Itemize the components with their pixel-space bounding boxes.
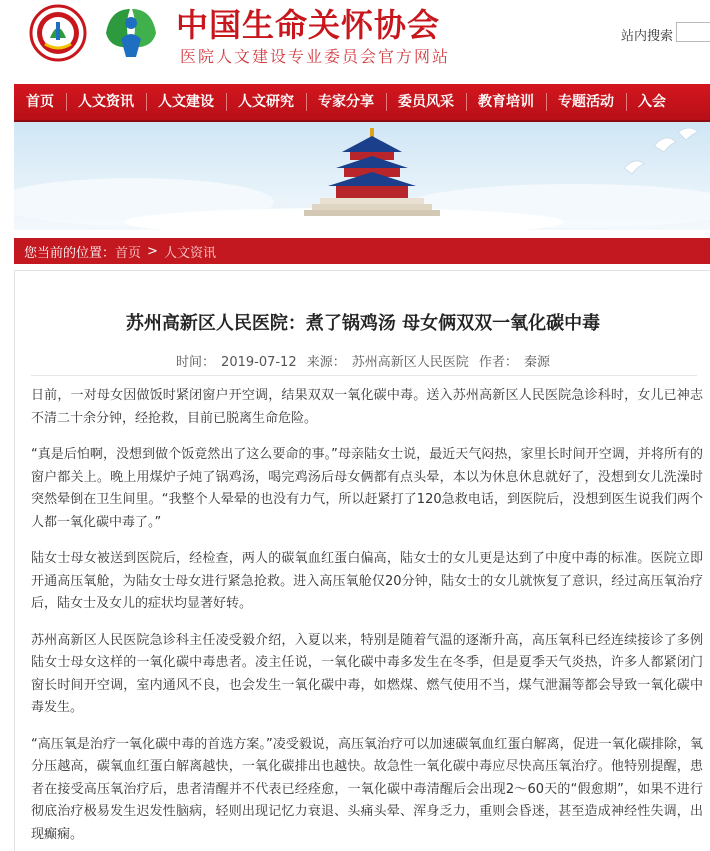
article-paragraph: “真是后怕啊，没想到做个饭竟然出了这么要命的事。”母亲陆女士说，最近天气闷热，家里长时间开空调，并将所有的窗户都关上。晚上用煤炉子炖了锅鸡汤，喝完鸡汤后母女俩都有点头晕，本以为休息休息就好了，没想到女儿洗澡时突然晕倒在卫生间里。“我整个人晕晕的也没有力气，所以赶紧打了120急救电话，到医院后，没想到医生说我们两个人都一氧化碳中毒了。” <box>31 447 703 530</box>
search-label: 站内搜索 <box>621 29 674 44</box>
article-paragraph: 日前，一对母女因做饭时紧闭窗户开空调，结果双双一氧化碳中毒。送入苏州高新区人民医院急诊科时，女儿已神志不清二十余分钟，经抢救，目前已脱离生命危险。 <box>31 388 703 426</box>
breadcrumb <box>14 238 710 264</box>
article-paragraph: 陆女士母女被送到医院后，经检查，两人的碳氧血红蛋白偏高，陆女士的女儿更是达到了中度中毒的标准。医院立即开通高压氧舱，为陆女士母女进行紧急抢救。进入高压氧舱仅20分钟，陆女士的女儿就恢复了意识，经过高压氧治疗后，陆女士及女儿的症状均显著好转。 <box>31 551 703 611</box>
nav-item-news[interactable]: 人文资讯 <box>66 84 146 121</box>
article-paragraph: 苏州高新区人民医院急诊科主任凌受毅介绍，入夏以来，特别是随着气温的逐渐升高，高压氧科已经连续接诊了多例陆女士母女这样的一氧化碳中毒患者。凌主任说，一氧化碳中毒多发生在冬季，但是夏季天气炎热，许多人都紧闭门窗长时间开空调，室内通风不良，也会发生一氧化碳中毒，如燃煤、燃气使用不当，煤气泄漏等都会导致一氧化碳中毒发生。 <box>31 632 703 715</box>
search-input[interactable] <box>676 22 710 42</box>
breadcrumb-prefix: 您当前的位置： <box>24 245 116 261</box>
site-title: 中国生命关怀协会 <box>176 6 441 44</box>
meta-divider <box>31 375 697 376</box>
association-badge-logo[interactable] <box>23 4 93 62</box>
site-header <box>0 0 710 84</box>
article-paragraph: “高压氧是治疗一氧化碳中毒的首选方案。”凌受毅说，高压氧治疗可以加速碳氧血红蛋白解离，促进一氧化碳排除，氧分压越高，碳氧血红蛋白解离越快，一氧化碳排出也越快。故急性一氧化碳中毒应尽快高压氧治疗。他特别提醒，患者在接受高压氧治疗后，患者清醒并不代表已经痊愈，一氧化碳中毒清醒后会出现2～60天的“假愈期”，如果不进行彻底治疗极易发生迟发性脑病，轻则出现记忆力衰退、头痛头晕、浑身乏力，重则会昏迷，甚至造成神经性失调，出现癫痫。 <box>31 736 703 842</box>
nav-item-research[interactable]: 人文研究 <box>226 84 306 121</box>
meta-time-label: 时间： <box>176 355 216 370</box>
temple-of-heaven-banner <box>14 122 710 230</box>
nav-item-experts[interactable]: 专家分享 <box>306 84 386 121</box>
nav-item-building[interactable]: 人文建设 <box>146 84 226 121</box>
temple-icon <box>304 128 440 216</box>
nav-item-events[interactable]: 专题活动 <box>546 84 626 121</box>
meta-source-label: 来源： <box>306 355 346 370</box>
nav-item-join[interactable]: 入会 <box>626 84 678 121</box>
site-subtitle: 医院人文建设专业委员会官方网站 <box>180 47 451 66</box>
article-title: 苏州高新区人民医院：煮了锅鸡汤 母女俩双双一氧化碳中毒 <box>125 313 601 334</box>
breadcrumb-home-link[interactable]: 首页 <box>115 245 142 261</box>
nav-item-home[interactable]: 首页 <box>26 94 54 110</box>
breadcrumb-separator: > <box>147 243 158 259</box>
nav-item-training[interactable]: 教育培训 <box>466 84 546 121</box>
meta-author: 秦源 <box>523 355 550 370</box>
meta-author-label: 作者： <box>478 355 518 370</box>
breadcrumb-news-link[interactable]: 人文资讯 <box>163 245 216 261</box>
leaf-figure-logo[interactable] <box>100 3 162 61</box>
article-meta <box>15 351 710 370</box>
banner-illustration <box>14 122 710 230</box>
dove-icon <box>624 128 698 174</box>
article-body <box>31 385 703 851</box>
meta-source: 苏州高新区人民医院 <box>351 355 469 370</box>
article-container <box>14 270 710 851</box>
meta-time: 2019-07-12 <box>221 355 297 370</box>
nav-item-members[interactable]: 委员风采 <box>386 84 466 121</box>
main-nav <box>14 84 710 122</box>
